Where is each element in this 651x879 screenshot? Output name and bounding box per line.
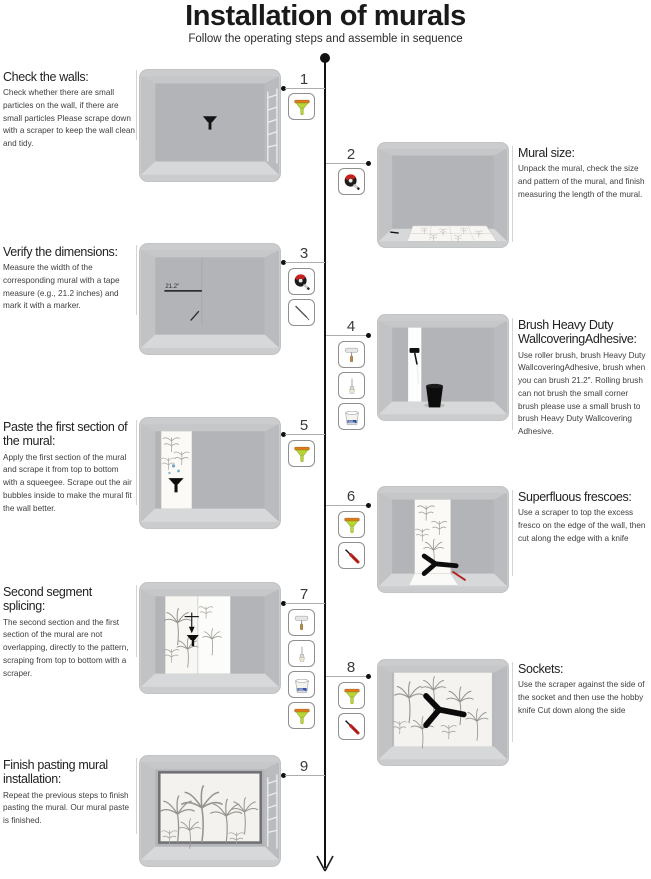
room-illustration-step-1 bbox=[139, 69, 281, 182]
connector-line bbox=[285, 434, 325, 435]
page-title: Installation of murals bbox=[185, 0, 466, 32]
connector-line bbox=[285, 262, 325, 263]
step-title: Paste the first section of the mural: bbox=[3, 420, 128, 449]
leader-line bbox=[136, 585, 137, 657]
roller-brush-icon bbox=[288, 609, 315, 636]
room-illustration-step-8 bbox=[377, 659, 509, 766]
leader-line bbox=[136, 758, 137, 834]
step-number: 1 bbox=[299, 71, 309, 88]
room-illustration-step-9 bbox=[139, 755, 281, 867]
timeline-arrow-icon bbox=[312, 852, 338, 876]
step-9-text bbox=[3, 758, 135, 828]
room-illustration-step-4 bbox=[377, 314, 509, 421]
connector-line bbox=[326, 676, 368, 677]
squeegee-icon bbox=[338, 511, 365, 538]
connector-line bbox=[326, 505, 368, 506]
mural-section-with-excess bbox=[409, 500, 458, 586]
leader-line bbox=[512, 490, 513, 576]
step-description: Use a scraper to top the excess fresco on the edge of the wall, then cut along the edge with a knife bbox=[518, 508, 646, 543]
timeline-line bbox=[324, 58, 326, 868]
step-title: Superfluous frescoes: bbox=[518, 490, 632, 504]
room-illustration-step-3 bbox=[139, 243, 281, 355]
painted-stripe bbox=[408, 328, 421, 402]
connector-line bbox=[285, 603, 325, 604]
paste-bucket-icon bbox=[338, 403, 365, 430]
leader-line bbox=[512, 146, 513, 242]
step-description: Apply the first section of the mural and scrape it from top to bottom with a squeegee. Scrape out the air bubbles inside to make the mural fit the wall better. bbox=[3, 452, 132, 513]
connector-line bbox=[326, 335, 368, 336]
room-illustration-step-2 bbox=[377, 142, 509, 248]
step-8-text bbox=[518, 662, 646, 717]
step-title: Finish pasting mural installation: bbox=[3, 758, 108, 787]
step-6-text bbox=[518, 490, 646, 545]
step-number: 5 bbox=[299, 417, 309, 434]
step-title: Mural size: bbox=[518, 146, 575, 160]
small-brush-icon bbox=[338, 372, 365, 399]
step-title: Check the walls: bbox=[3, 70, 89, 84]
roller-brush-icon bbox=[338, 341, 365, 368]
step-description: Check whether there are small particles on the wall, if there are small particles Please scrape down with a scraper to keep the wall clean and tidy. bbox=[3, 88, 135, 149]
connector-line bbox=[326, 163, 368, 164]
utility-knife-icon bbox=[338, 713, 365, 740]
step-description: Use roller brush, brush Heavy Duty WallcoveringAdhesive, brush when you can brush 21.2". Rolling brush can not brush the small corner brush please use a small brush to brush Heavy Duty Wallcovering Adhesive. bbox=[518, 350, 646, 436]
connector-line bbox=[285, 775, 325, 776]
step-number: 9 bbox=[299, 758, 309, 775]
squeegee-icon bbox=[338, 682, 365, 709]
squeegee-icon bbox=[288, 93, 315, 120]
small-brush-icon bbox=[288, 640, 315, 667]
room-illustration-step-6 bbox=[377, 486, 509, 593]
step-title: Second segment splicing: bbox=[3, 585, 92, 614]
step-title: Sockets: bbox=[518, 662, 564, 676]
paste-bucket-icon bbox=[288, 671, 315, 698]
step-description: Use the scraper against the side of the socket and then use the hobby knife Cut down along the side bbox=[518, 680, 645, 715]
step-number: 2 bbox=[346, 146, 356, 163]
tape-measure-icon bbox=[338, 168, 365, 195]
measurement-label: 21.2" bbox=[165, 282, 180, 290]
marker-pen-icon bbox=[288, 299, 315, 326]
connector-dot bbox=[366, 333, 371, 338]
connector-dot bbox=[366, 503, 371, 508]
room-illustration-step-5 bbox=[139, 417, 281, 529]
step-number: 8 bbox=[346, 659, 356, 676]
step-7-text bbox=[3, 585, 135, 680]
step-number: 6 bbox=[346, 488, 356, 505]
step-4-text bbox=[518, 318, 646, 439]
leader-line bbox=[512, 318, 513, 430]
page-subtitle: Follow the operating steps and assemble in sequence bbox=[188, 33, 463, 45]
two-mural-sections bbox=[164, 596, 231, 673]
step-description: Unpack the mural, check the size and pattern of the mural, and finish measuring the length of the mural. bbox=[518, 164, 645, 199]
connector-dot bbox=[366, 674, 371, 679]
leader-line bbox=[136, 70, 137, 140]
step-number: 7 bbox=[299, 586, 309, 603]
step-description: Measure the width of the corresponding mural with a tape measure (e.g., 21.2 inches) and mark it with a marker. bbox=[3, 263, 120, 311]
step-description: The second section and the first section of the mural are not overlapping, directly to the pattern, scraping from top to bottom with a scraper. bbox=[3, 617, 129, 678]
step-3-text bbox=[3, 245, 135, 313]
first-mural-section bbox=[161, 431, 191, 508]
step-5-text bbox=[3, 420, 135, 515]
connector-dot bbox=[366, 161, 371, 166]
leader-line bbox=[512, 662, 513, 742]
squeegee-icon bbox=[288, 702, 315, 729]
finished-mural bbox=[159, 772, 260, 848]
room-illustration-step-7 bbox=[139, 582, 281, 694]
step-description: Repeat the previous steps to finish pasting the mural. Our mural paste is finished. bbox=[3, 790, 130, 826]
utility-knife-icon bbox=[338, 542, 365, 569]
connector-line bbox=[285, 88, 325, 89]
step-title: Brush Heavy Duty WallcoveringAdhesive: bbox=[518, 318, 637, 347]
step-title: Verify the dimensions: bbox=[3, 245, 118, 259]
tape-measure-icon bbox=[288, 268, 315, 295]
leader-line bbox=[136, 420, 137, 505]
step-number: 4 bbox=[346, 318, 356, 335]
step-number: 3 bbox=[299, 245, 309, 262]
step-1-text bbox=[3, 70, 135, 151]
squeegee-icon bbox=[288, 440, 315, 467]
leader-line bbox=[136, 245, 137, 315]
step-2-text bbox=[518, 146, 646, 201]
